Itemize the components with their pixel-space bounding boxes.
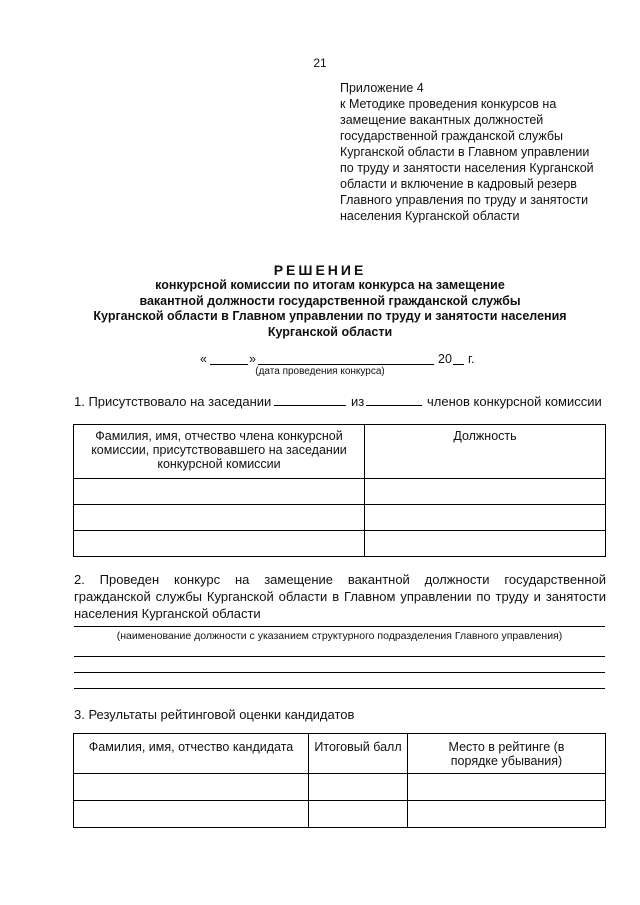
ratings-header-rank: Место в рейтинге (в порядке убывания) bbox=[408, 734, 606, 774]
table-cell[interactable] bbox=[408, 774, 606, 801]
position-name-blank[interactable] bbox=[74, 626, 605, 627]
date-close-quote: » bbox=[249, 352, 256, 366]
appendix-line: по труду и занятости населения Курганской bbox=[340, 161, 594, 175]
total-count-blank[interactable] bbox=[366, 405, 422, 406]
appendix-line: населения Курганской области bbox=[340, 209, 520, 223]
document-title: РЕШЕНИЕ bbox=[273, 262, 367, 278]
appendix-line: Курганской области в Главном управлении bbox=[340, 145, 590, 159]
table-cell[interactable] bbox=[74, 774, 309, 801]
page-number: 21 bbox=[313, 56, 327, 70]
text-blank-line[interactable] bbox=[74, 688, 605, 689]
table-cell[interactable] bbox=[309, 801, 408, 828]
section2-text: 2. Проведен конкурс на замещение вакантной должности государственной гражданской службы Курганской области в Главном управлении по труду и занятости населения Курганской области bbox=[74, 572, 606, 621]
subtitle-line: Курганской области в Главном управлении по труду и занятости населения bbox=[93, 309, 567, 323]
date-caption: (дата проведения конкурса) bbox=[255, 366, 385, 377]
subtitle-line: конкурсной комиссии по итогам конкурса на замещение bbox=[155, 278, 505, 292]
text-blank-line[interactable] bbox=[74, 656, 605, 657]
appendix-line: Главного управления по труду и занятости bbox=[340, 193, 589, 207]
year-blank[interactable] bbox=[453, 364, 464, 365]
day-blank[interactable] bbox=[210, 364, 248, 365]
appendix-block bbox=[340, 80, 620, 224]
text-blank-line[interactable] bbox=[74, 672, 605, 673]
appendix-line: к Методике проведения конкурсов на bbox=[340, 97, 557, 111]
document-subtitle bbox=[40, 278, 620, 340]
table-cell[interactable] bbox=[309, 774, 408, 801]
present-count-blank[interactable] bbox=[274, 405, 346, 406]
section2-caption: (наименование должности с указанием структурного подразделения Главного управления) bbox=[116, 630, 563, 642]
date-open-quote: « bbox=[200, 352, 207, 366]
table-cell[interactable] bbox=[365, 531, 606, 557]
section1-prefix: 1. Присутствовало на заседании bbox=[74, 394, 272, 409]
year-prefix: 20 bbox=[438, 352, 452, 366]
members-header-position: Должность bbox=[365, 425, 606, 479]
section1-middle: из bbox=[351, 394, 365, 409]
subtitle-line: вакантной должности государственной гражданской службы bbox=[139, 293, 521, 308]
year-suffix: г. bbox=[468, 352, 475, 366]
table-cell[interactable] bbox=[74, 801, 309, 828]
section3-text: 3. Результаты рейтинговой оценки кандидатов bbox=[74, 707, 355, 722]
appendix-line: замещение вакантных должностей bbox=[340, 113, 544, 127]
appendix-title: Приложение 4 bbox=[340, 81, 424, 95]
table-cell[interactable] bbox=[74, 505, 365, 531]
month-blank[interactable] bbox=[258, 364, 434, 365]
appendix-line: области и включение в кадровый резерв bbox=[340, 177, 577, 191]
section1-line bbox=[74, 393, 614, 410]
ratings-table bbox=[73, 733, 606, 828]
section1-suffix: членов конкурсной комиссии bbox=[427, 394, 602, 409]
subtitle-line: Курганской области bbox=[267, 324, 393, 339]
table-cell[interactable] bbox=[74, 479, 365, 505]
members-header-name: Фамилия, имя, отчество члена конкурсной комиссии, присутствовавшего на заседании конкурсной комиссии bbox=[74, 425, 365, 479]
ratings-header-name: Фамилия, имя, отчество кандидата bbox=[74, 734, 309, 774]
table-cell[interactable] bbox=[408, 801, 606, 828]
table-cell[interactable] bbox=[365, 505, 606, 531]
appendix-line: государственной гражданской службы bbox=[340, 129, 563, 143]
table-cell[interactable] bbox=[365, 479, 606, 505]
members-table bbox=[73, 424, 606, 557]
table-cell[interactable] bbox=[74, 531, 365, 557]
ratings-header-score: Итоговый балл bbox=[309, 734, 408, 774]
